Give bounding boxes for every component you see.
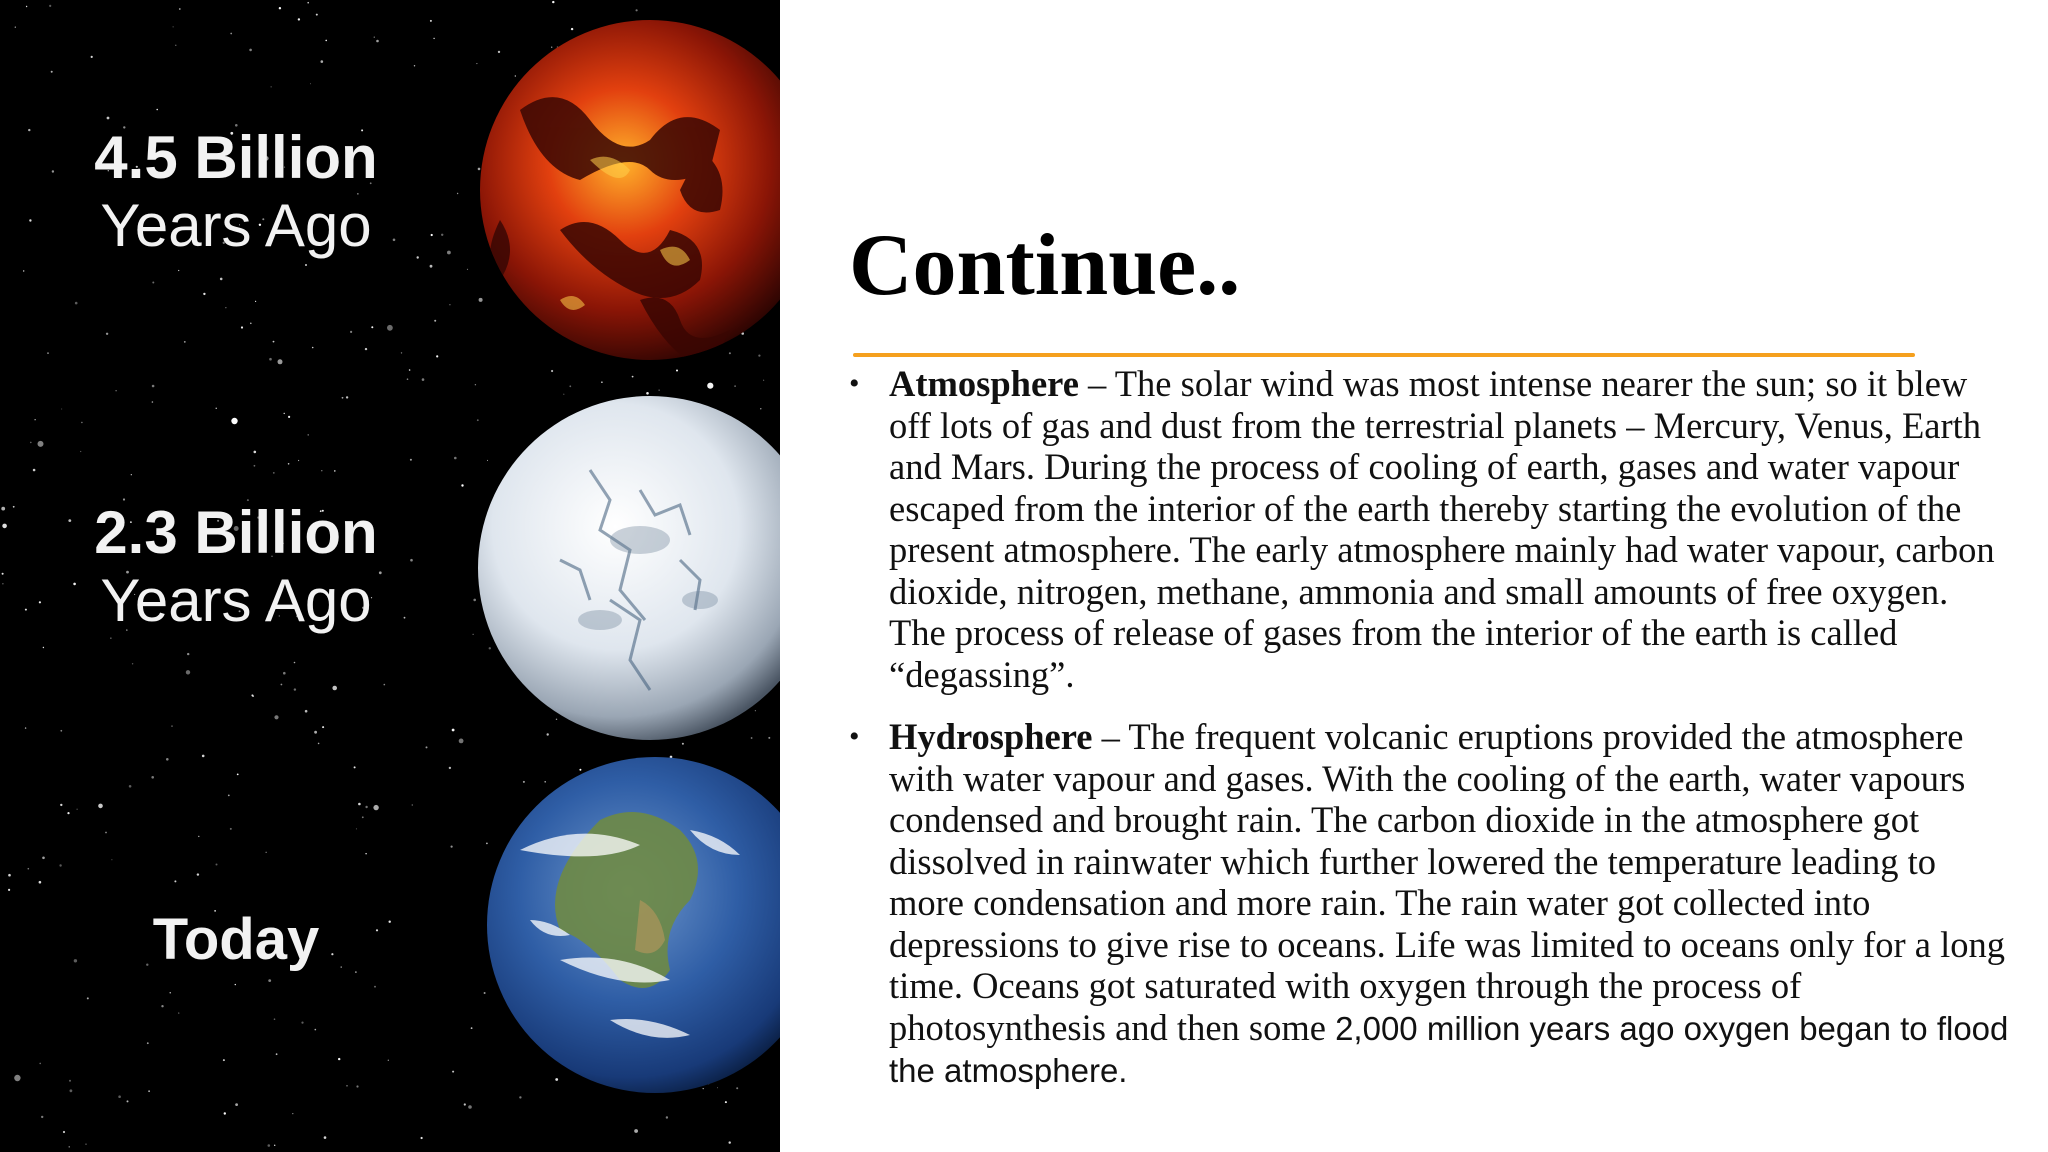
star — [579, 769, 581, 771]
star — [187, 653, 189, 655]
star — [294, 688, 296, 690]
star — [284, 413, 285, 414]
star — [451, 846, 453, 848]
star — [52, 170, 54, 172]
star — [170, 992, 171, 993]
star — [281, 684, 283, 686]
star — [118, 1095, 121, 1098]
star — [276, 1053, 278, 1055]
star — [241, 326, 243, 328]
star — [703, 1088, 704, 1089]
star — [486, 843, 488, 845]
star — [426, 746, 428, 748]
star — [471, 1027, 473, 1029]
star — [268, 979, 271, 982]
star — [274, 1145, 275, 1146]
star — [356, 828, 357, 829]
star — [318, 743, 320, 745]
star — [8, 889, 10, 891]
star — [2, 524, 7, 529]
star — [454, 457, 457, 460]
star — [676, 370, 678, 372]
star — [332, 686, 337, 691]
star — [91, 56, 93, 58]
star — [115, 390, 116, 391]
star — [202, 755, 205, 758]
star — [305, 710, 308, 713]
star — [152, 401, 154, 403]
star — [156, 109, 158, 111]
star — [477, 419, 479, 421]
bullet-atmosphere — [849, 363, 2009, 695]
star — [42, 857, 45, 860]
star — [707, 383, 713, 389]
star — [322, 726, 324, 728]
bullet-point-icon: • — [849, 367, 860, 400]
era-label-4-5-billion — [66, 124, 406, 260]
star — [760, 408, 761, 409]
star — [250, 323, 252, 325]
star — [376, 40, 379, 43]
star — [473, 634, 474, 635]
star — [342, 397, 344, 399]
star — [61, 409, 62, 410]
star — [452, 1071, 454, 1073]
star — [288, 416, 290, 418]
star — [278, 359, 283, 364]
star — [441, 234, 443, 236]
star — [268, 1144, 271, 1147]
star — [223, 1059, 225, 1061]
star — [197, 873, 199, 875]
star — [768, 737, 770, 739]
star — [231, 418, 237, 424]
star — [203, 293, 205, 295]
star — [152, 385, 155, 388]
star — [49, 5, 51, 7]
slide-title: Continue.. — [849, 217, 1241, 314]
star — [515, 75, 516, 76]
timeline-image-panel — [0, 0, 780, 1152]
star — [362, 816, 364, 818]
bullet-term: Hydrosphere — [889, 716, 1093, 757]
star — [106, 333, 108, 335]
star — [178, 1012, 179, 1013]
star — [487, 460, 488, 461]
star — [98, 804, 103, 809]
star — [417, 256, 419, 258]
star — [70, 1089, 73, 1092]
star — [166, 758, 169, 761]
star — [274, 715, 278, 719]
star — [254, 465, 256, 467]
era-label-today — [66, 907, 406, 973]
star — [152, 282, 154, 284]
star — [475, 384, 476, 385]
star — [373, 805, 378, 810]
star — [388, 1060, 389, 1061]
star — [298, 18, 300, 20]
star — [87, 997, 89, 999]
star — [354, 766, 356, 768]
star — [751, 737, 753, 739]
star — [63, 1131, 65, 1133]
star — [371, 326, 373, 328]
star — [729, 352, 731, 354]
star — [25, 609, 27, 611]
star — [230, 33, 232, 35]
star — [725, 1101, 727, 1103]
star — [569, 385, 571, 387]
star — [374, 37, 375, 38]
star — [77, 809, 78, 810]
star — [315, 1029, 317, 1031]
star — [365, 348, 367, 350]
star — [314, 731, 317, 734]
star — [28, 129, 30, 131]
star — [23, 270, 24, 271]
star — [321, 470, 322, 471]
star — [14, 1075, 20, 1081]
star — [39, 1063, 41, 1065]
star — [459, 739, 464, 744]
star — [659, 390, 660, 391]
star — [269, 358, 272, 361]
star — [60, 804, 62, 806]
star — [555, 1078, 558, 1081]
star — [346, 1085, 348, 1087]
star — [305, 264, 307, 266]
star — [249, 49, 252, 52]
star — [410, 559, 413, 562]
star — [551, 370, 553, 372]
star — [294, 662, 296, 664]
star — [2, 583, 3, 584]
star — [129, 785, 132, 788]
star — [758, 355, 760, 357]
star — [30, 442, 32, 444]
star — [107, 117, 110, 120]
star — [15, 27, 16, 28]
star — [409, 369, 411, 371]
star — [273, 472, 275, 474]
star — [47, 352, 49, 354]
star — [365, 806, 367, 808]
star — [308, 434, 309, 435]
star — [59, 864, 61, 866]
star — [175, 45, 176, 46]
star — [1, 507, 5, 511]
star — [401, 352, 402, 353]
star — [489, 647, 491, 649]
star — [634, 1129, 638, 1133]
star — [148, 1090, 150, 1092]
star — [552, 1, 554, 3]
star — [252, 695, 254, 697]
star — [26, 6, 27, 7]
star — [755, 710, 756, 711]
star — [13, 506, 15, 508]
star — [468, 1105, 472, 1109]
star — [301, 1022, 303, 1024]
star — [563, 394, 564, 395]
era-label-line1: Today — [152, 907, 320, 972]
star — [571, 28, 573, 30]
star — [111, 859, 112, 860]
star — [316, 14, 318, 16]
star — [479, 298, 483, 302]
star — [407, 378, 409, 380]
star — [430, 265, 433, 268]
star — [271, 86, 272, 87]
star — [412, 805, 413, 806]
star — [28, 868, 30, 870]
star — [220, 278, 223, 281]
star — [414, 65, 415, 66]
bullet-text-tail: 2,000 million years ago oxygen began to flood the atmosphere. — [889, 1009, 2009, 1089]
star — [436, 355, 438, 357]
star — [127, 1100, 129, 1102]
star — [601, 381, 603, 383]
star — [387, 325, 393, 331]
star — [161, 1005, 163, 1007]
star — [225, 307, 226, 308]
star — [171, 725, 173, 727]
star — [544, 781, 546, 783]
star — [216, 408, 217, 409]
bullet-term: Atmosphere — [889, 363, 1079, 404]
star — [682, 743, 684, 745]
era-label-line1: 4.5 Billion — [94, 124, 378, 191]
star — [410, 459, 412, 461]
star — [292, 1113, 293, 1114]
star — [717, 1087, 718, 1088]
star — [374, 986, 376, 988]
bullet-list — [849, 363, 2009, 1092]
star — [334, 470, 336, 472]
star — [547, 733, 549, 735]
star — [254, 451, 257, 454]
star — [39, 881, 42, 884]
star — [198, 836, 199, 837]
star — [365, 853, 366, 854]
star — [449, 304, 450, 305]
star — [33, 469, 36, 472]
star — [551, 47, 552, 48]
star — [147, 1042, 149, 1044]
star — [736, 1087, 738, 1089]
star — [237, 774, 239, 776]
star — [186, 670, 190, 674]
star — [384, 684, 386, 686]
star — [734, 385, 736, 387]
star — [230, 828, 232, 830]
era-label-line2: Years Ago — [100, 191, 372, 259]
star — [473, 599, 476, 602]
star — [350, 331, 352, 333]
star — [421, 1137, 423, 1139]
star — [556, 719, 557, 720]
star — [636, 9, 638, 11]
bullet-point-icon: • — [849, 720, 860, 753]
star — [35, 419, 36, 420]
star — [476, 63, 477, 64]
star — [266, 852, 267, 853]
star — [173, 26, 174, 27]
star — [288, 463, 290, 465]
star — [457, 193, 458, 194]
star — [646, 392, 649, 395]
star — [449, 767, 451, 769]
star — [325, 40, 327, 42]
star — [132, 663, 133, 664]
star — [216, 864, 218, 866]
star — [273, 341, 275, 343]
star — [356, 1085, 358, 1087]
star — [67, 812, 69, 814]
star — [2, 573, 4, 575]
star — [131, 474, 132, 475]
star — [312, 347, 314, 349]
star — [310, 83, 311, 84]
star — [519, 1096, 521, 1098]
star — [498, 51, 500, 53]
star — [461, 484, 463, 486]
star — [478, 168, 481, 171]
star — [105, 832, 107, 834]
star — [433, 38, 434, 39]
star — [179, 8, 181, 10]
bullet-hydrosphere — [849, 716, 2009, 1092]
era-label-line1: 2.3 Billion — [94, 499, 378, 566]
star — [431, 234, 433, 236]
star — [81, 422, 82, 423]
star — [80, 451, 81, 452]
star — [298, 460, 299, 461]
star — [43, 647, 44, 648]
star — [434, 320, 436, 322]
star — [523, 781, 525, 783]
star — [178, 270, 179, 271]
star — [29, 219, 31, 221]
star — [51, 71, 53, 73]
star — [228, 795, 230, 797]
era-label-line2: Years Ago — [100, 566, 372, 634]
star — [447, 251, 451, 255]
bullet-text: – The solar wind was most intense nearer the sun; so it blew off lots of gas and dust from the terrestrial planets – Mercury, Venus, Earth and Mars. During the process of cooling of earth, gases and water vapour escaped from the interior of the earth thereby starting the evolution of the present atmosphere. The early atmosphere mainly had water vapour, carbon dioxide, nitrogen, methane, ammonia and small amounts of free oxygen. The process of release of gases from the interior of the earth is called “degassing”. — [889, 363, 1995, 695]
star — [235, 1103, 238, 1106]
star — [69, 1146, 70, 1147]
star — [38, 441, 44, 447]
star — [39, 601, 41, 603]
star — [235, 984, 236, 985]
star — [75, 302, 78, 305]
star — [307, 2, 309, 4]
star — [338, 1058, 340, 1060]
star — [346, 396, 348, 398]
star — [358, 803, 361, 806]
title-underline-rule — [853, 353, 1915, 357]
star — [321, 60, 324, 63]
star — [430, 20, 432, 22]
star — [452, 729, 455, 732]
star — [324, 1136, 327, 1139]
star — [255, 301, 256, 302]
star — [184, 341, 186, 343]
star — [467, 269, 468, 270]
star — [274, 1018, 276, 1020]
star — [279, 7, 281, 9]
star — [224, 1112, 226, 1114]
star — [110, 638, 111, 639]
star — [174, 880, 176, 882]
star — [763, 380, 764, 381]
bullet-text: – The frequent volcanic eruptions provided the atmosphere with water vapour and gases. With the cooling of the earth, water vapours condensed and brought rain. The carbon dioxide in the atmosphere got dissolved in rainwater which further lowered the temperature leading to more condensation and more rain. The rain water got collected into depressions to give rise to oceans. Life was limited to oceans only for a long time. Oceans got saturated with oxygen through the process of photosynthesis and then some — [889, 716, 2006, 1048]
star — [666, 1116, 668, 1118]
star — [41, 1116, 43, 1118]
star — [25, 727, 26, 728]
star — [283, 672, 286, 675]
star — [464, 1103, 466, 1105]
star — [86, 1144, 87, 1145]
star — [69, 1080, 71, 1082]
star — [151, 776, 154, 779]
star — [422, 378, 425, 381]
era-label-2-3-billion — [66, 499, 406, 635]
star — [60, 730, 62, 732]
star — [729, 1141, 731, 1143]
star — [484, 992, 486, 994]
star — [8, 874, 11, 877]
star — [632, 376, 634, 378]
